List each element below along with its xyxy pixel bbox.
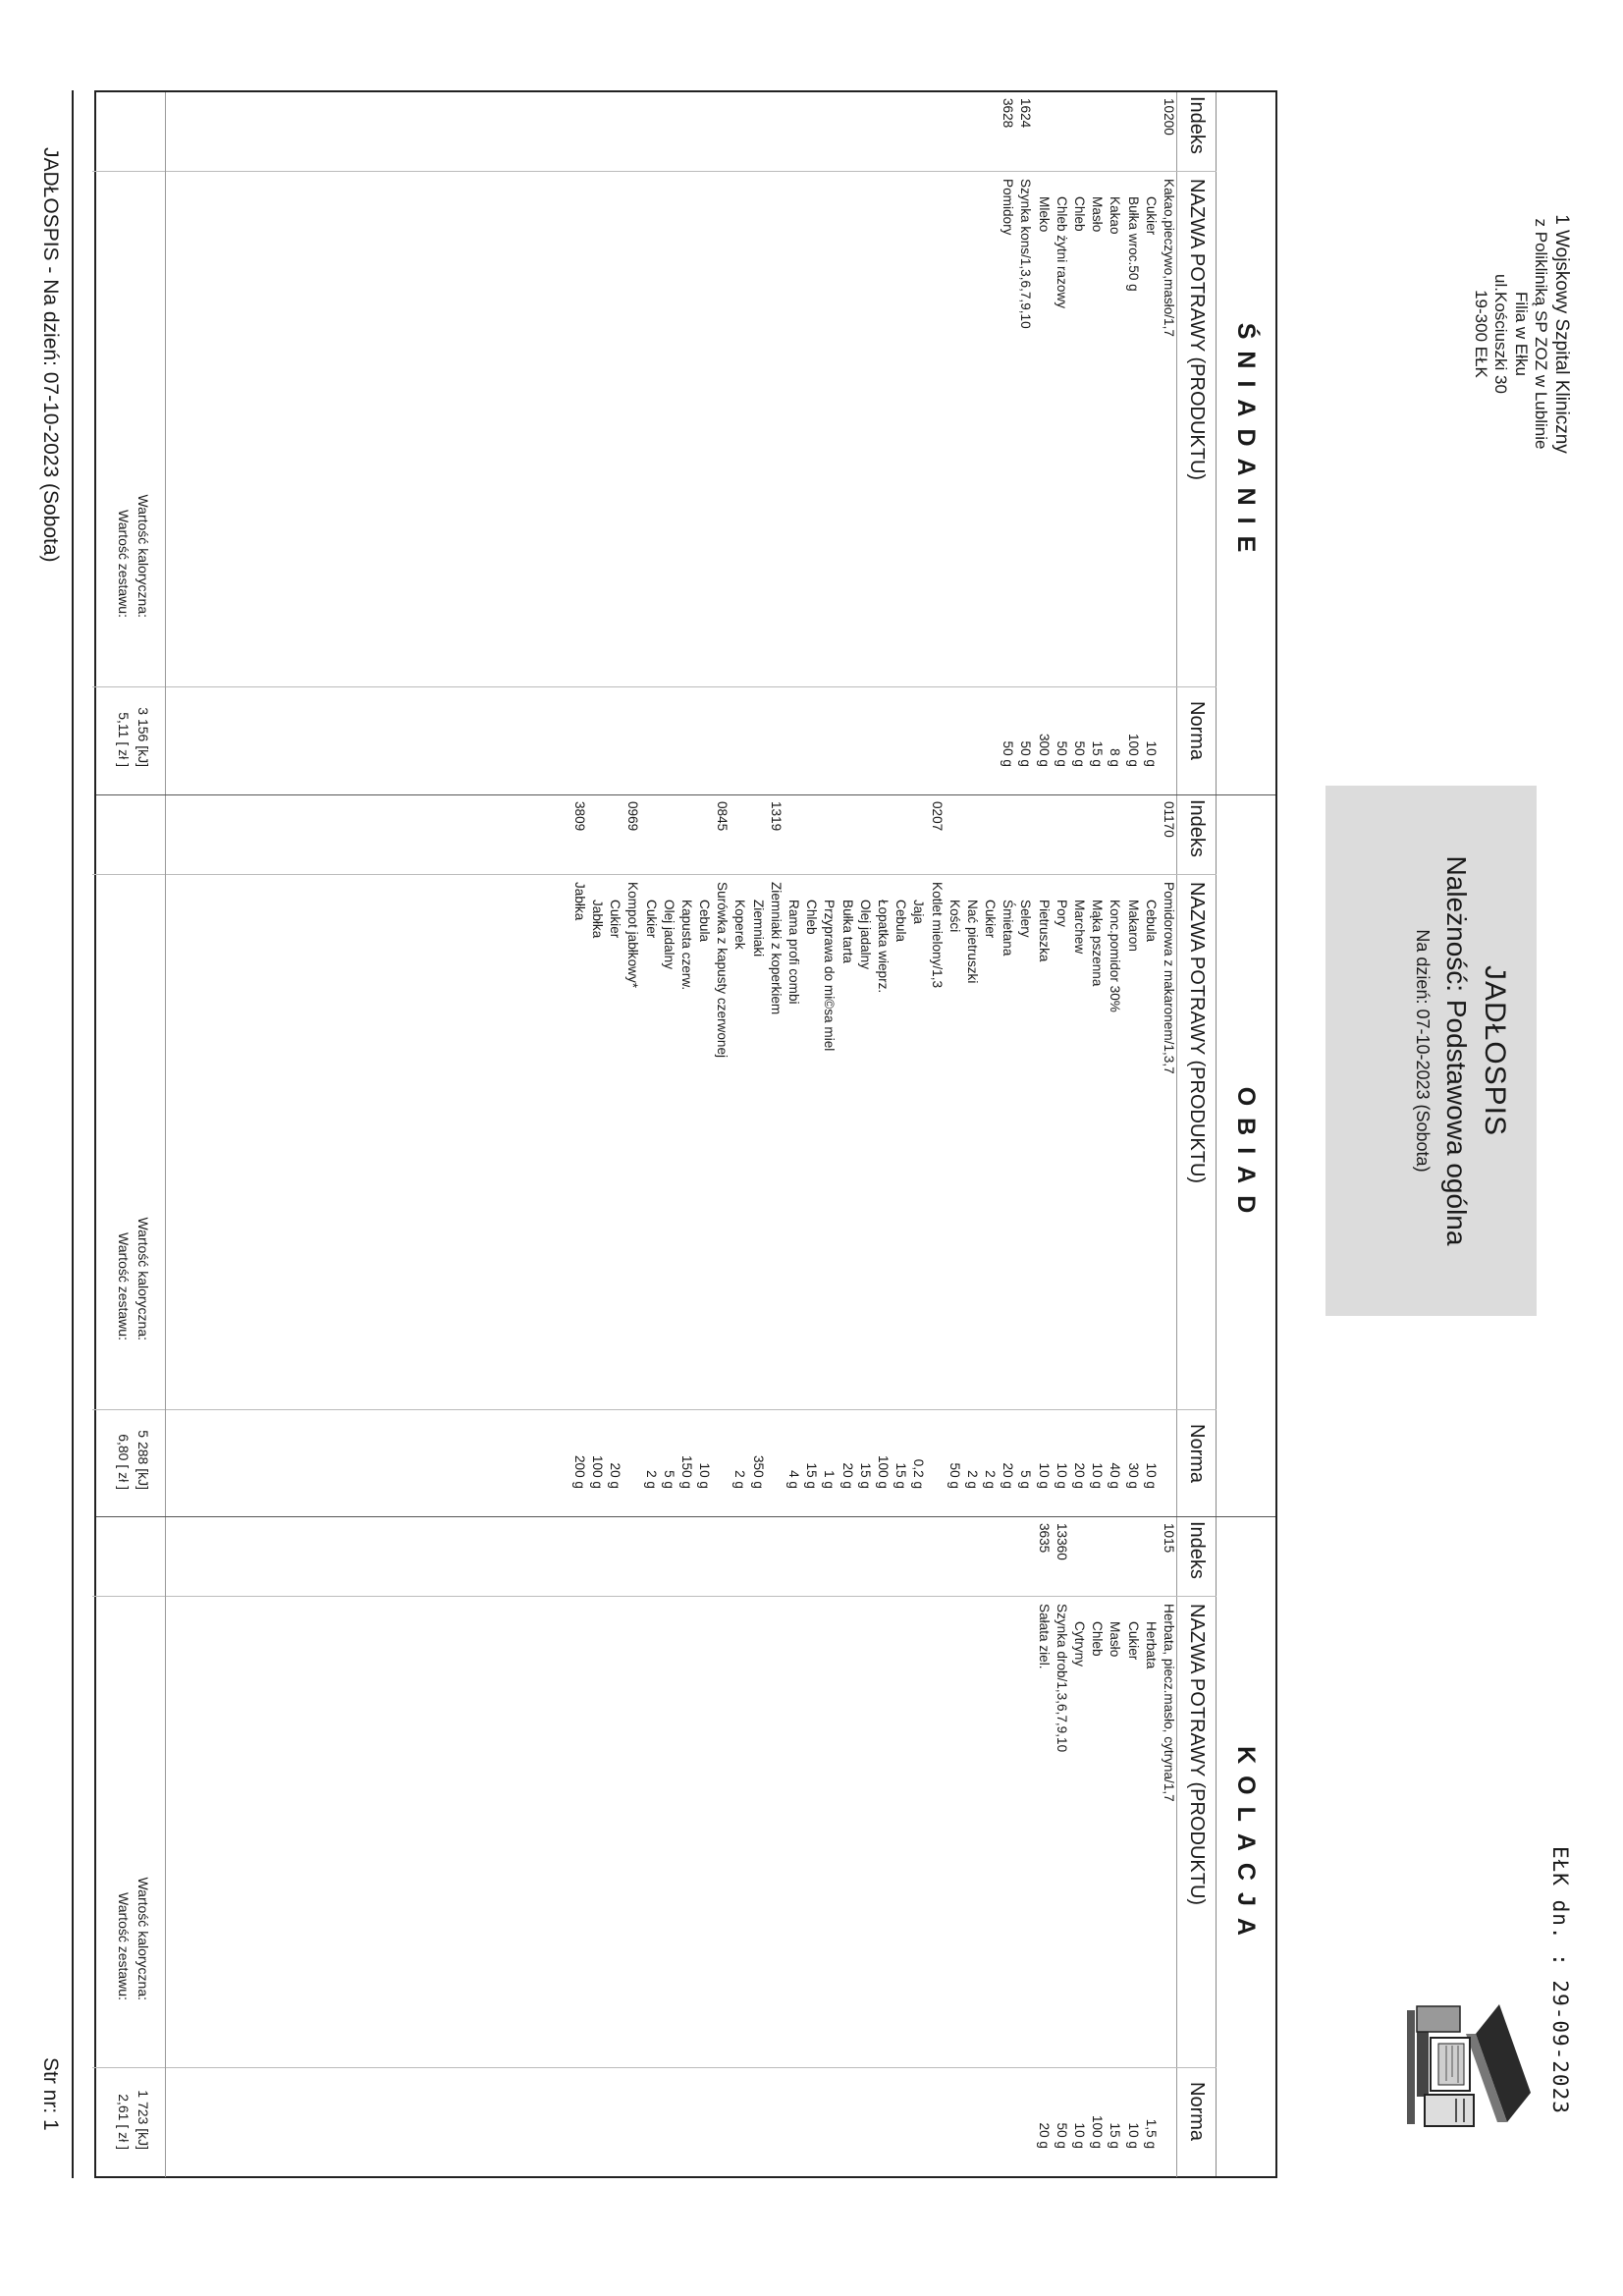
table-row bbox=[1053, 92, 1070, 794]
table-row bbox=[1160, 92, 1177, 794]
table-row bbox=[1106, 795, 1123, 1516]
cost-label: Wartość zestawu: bbox=[116, 1892, 132, 2000]
row-norm: 100 g bbox=[590, 1454, 605, 1489]
row-norm: 20 g bbox=[1072, 1462, 1088, 1489]
section-dinner bbox=[96, 1516, 1275, 2176]
table-row bbox=[1070, 1517, 1088, 2176]
cost-value: 6,80 [ zł ] bbox=[116, 1434, 132, 1490]
table-row bbox=[1123, 795, 1141, 1516]
dish-name: Szynka kons/1,3,6,7,9,10 bbox=[1018, 179, 1034, 329]
ingredient-name: Masło bbox=[1108, 1621, 1123, 1658]
row-norm: 50 g bbox=[1054, 740, 1069, 767]
calorie-label: Wartość kaloryczna: bbox=[135, 494, 151, 618]
ingredient-name: Śmietana bbox=[1001, 900, 1016, 957]
ingredient-name: Selery bbox=[1018, 900, 1034, 938]
ingredient-name: Kapusta czerw. bbox=[678, 900, 694, 991]
ingredient-name: Olej jadalny bbox=[661, 900, 676, 970]
table-row bbox=[1088, 1517, 1106, 2176]
row-norm: 1,5 g bbox=[1143, 2118, 1159, 2149]
table-row bbox=[1070, 795, 1088, 1516]
table-row bbox=[927, 795, 945, 1516]
row-norm: 50 g bbox=[1018, 740, 1034, 767]
ingredient-name: Łopatka wieprz. bbox=[876, 900, 891, 994]
row-norm: 50 g bbox=[947, 1462, 962, 1489]
row-norm: 15 g bbox=[804, 1462, 820, 1489]
table-row bbox=[730, 795, 748, 1516]
row-norm: 50 g bbox=[1072, 740, 1088, 767]
row-norm: 15 g bbox=[857, 1462, 873, 1489]
ingredient-name: Rama profi combi bbox=[786, 900, 802, 1005]
dish-name: Pomidory bbox=[1001, 179, 1016, 236]
row-norm: 1 g bbox=[822, 1470, 838, 1489]
row-norm: 10 g bbox=[1125, 2122, 1141, 2149]
ingredient-name: Nać pietruszki bbox=[964, 900, 980, 984]
ingredient-name: Mleko bbox=[1036, 196, 1052, 233]
table-row bbox=[767, 795, 784, 1516]
cost-value: 2,61 [ zł ] bbox=[116, 2094, 132, 2150]
ingredient-name: Cebula bbox=[893, 900, 909, 943]
row-norm: 100 g bbox=[876, 1454, 891, 1489]
footer-title: JADŁOSPIS - Na dzień: 07-10-2023 (Sobota) bbox=[39, 147, 62, 563]
table-row bbox=[588, 795, 606, 1516]
table-row bbox=[570, 795, 588, 1516]
row-norm: 200 g bbox=[571, 1454, 587, 1489]
row-index: 13360 bbox=[1054, 1523, 1069, 1560]
lunch-totals bbox=[114, 795, 153, 1517]
ingredient-name: Bułka wroc.50 g bbox=[1125, 196, 1141, 292]
calorie-value: 5 288 [kJ] bbox=[135, 1430, 151, 1490]
ingredient-name: Chleb bbox=[1072, 196, 1088, 232]
row-norm: 50 g bbox=[1001, 740, 1016, 767]
table-row bbox=[1123, 1517, 1141, 2176]
ingredient-name: Pory bbox=[1054, 900, 1069, 927]
ingredient-name: Mąka pszenna bbox=[1090, 900, 1106, 987]
table-row bbox=[1106, 92, 1123, 794]
ingredient-name: Przyprawa do mi©sa miel bbox=[822, 900, 838, 1052]
row-norm: 2 g bbox=[964, 1470, 980, 1489]
table-row bbox=[641, 795, 659, 1516]
dish-name: Pomidorowa z makaronem/1,3,7 bbox=[1162, 882, 1176, 1074]
table-row bbox=[784, 795, 802, 1516]
row-norm: 20 g bbox=[1036, 2122, 1052, 2149]
row-norm: 10 g bbox=[1072, 2122, 1088, 2149]
table-row bbox=[1016, 92, 1034, 794]
ingredient-name: Koperek bbox=[732, 900, 748, 950]
ingredient-name: Ziemniaki bbox=[750, 900, 766, 957]
lunch-rows bbox=[570, 795, 1177, 1516]
calorie-label: Wartość kaloryczna: bbox=[135, 1217, 151, 1340]
row-norm: 2 g bbox=[643, 1470, 659, 1489]
hospital-address bbox=[1471, 177, 1572, 491]
table-row bbox=[874, 795, 892, 1516]
table-row bbox=[606, 795, 623, 1516]
table-row bbox=[1106, 1517, 1123, 2176]
hospital-line: Filia w Ełku bbox=[1511, 292, 1531, 376]
column-header-name: NAZWA POTRAWY (PRODUKTU) bbox=[1186, 882, 1208, 1184]
hospital-line: 1 Wojskowy Szpital Kliniczny bbox=[1551, 214, 1572, 454]
table-row bbox=[677, 795, 695, 1516]
table-row bbox=[1160, 1517, 1177, 2176]
cost-label: Wartość zestawu: bbox=[116, 1232, 132, 1340]
table-row bbox=[1088, 92, 1106, 794]
ingredient-name: Cukier bbox=[983, 900, 999, 939]
table-row bbox=[1160, 795, 1177, 1516]
table-row bbox=[1016, 795, 1034, 1516]
column-header-norm: Norma bbox=[1186, 2082, 1208, 2142]
row-norm: 10 g bbox=[697, 1462, 713, 1489]
hospital-line: 19-300 EŁK bbox=[1472, 290, 1491, 378]
hospital-line: z Polikliniką SP ZOZ w Lublinie bbox=[1531, 218, 1550, 450]
dinner-totals bbox=[114, 1517, 153, 2177]
section-breakfast bbox=[96, 92, 1275, 794]
table-row bbox=[909, 795, 927, 1516]
document-subtitle: Należność: Podstawowa ogólna bbox=[1441, 855, 1472, 1246]
ingredient-name: Konc.pomidor 30% bbox=[1108, 900, 1123, 1012]
dish-name: Ziemniaki z koperkiem bbox=[768, 882, 784, 1015]
table-row bbox=[1142, 1517, 1160, 2176]
table-row bbox=[695, 795, 713, 1516]
table-row bbox=[856, 795, 874, 1516]
breakfast-totals bbox=[114, 92, 153, 794]
dish-name: Kakao,pieczywo,masło/1,7 bbox=[1162, 179, 1176, 337]
row-norm: 300 g bbox=[1036, 733, 1052, 767]
ingredient-name: Masło bbox=[1090, 196, 1106, 233]
row-norm: 20 g bbox=[608, 1462, 623, 1489]
table-row bbox=[1053, 795, 1070, 1516]
dish-name: Jabłka bbox=[571, 882, 587, 921]
footer-rule bbox=[72, 90, 74, 2178]
row-norm: 10 g bbox=[1036, 1462, 1052, 1489]
row-norm: 20 g bbox=[1001, 1462, 1016, 1489]
computer-logo-icon bbox=[1399, 1998, 1537, 2136]
row-norm: 10 g bbox=[1054, 1462, 1069, 1489]
table-row bbox=[1142, 795, 1160, 1516]
page-number: Str nr: 1 bbox=[39, 2057, 62, 2131]
dish-name: Szynka drob/1,3,6,7,9,10 bbox=[1054, 1604, 1069, 1753]
row-norm: 100 g bbox=[1125, 733, 1141, 767]
row-index: 01170 bbox=[1162, 801, 1176, 838]
dish-name: Kotlet mielony/1,3 bbox=[929, 882, 945, 989]
table-row bbox=[1088, 795, 1106, 1516]
row-index: 10200 bbox=[1162, 98, 1176, 136]
row-norm: 0,2 g bbox=[911, 1458, 927, 1489]
table-row bbox=[1035, 795, 1053, 1516]
row-norm: 15 g bbox=[1108, 2122, 1123, 2149]
section-title: KOLACJA bbox=[1216, 1517, 1275, 2176]
row-norm: 4 g bbox=[786, 1470, 802, 1489]
row-index: 0207 bbox=[929, 801, 945, 832]
document-date: Na dzień: 07-10-2023 (Sobota) bbox=[1413, 929, 1433, 1173]
calorie-value: 3 156 [kJ] bbox=[135, 707, 151, 767]
table-row bbox=[963, 795, 981, 1516]
ingredient-name: Herbata bbox=[1143, 1621, 1159, 1669]
ingredient-name: Marchew bbox=[1072, 900, 1088, 955]
dish-name: Sałata ziel. bbox=[1036, 1604, 1052, 1669]
column-header-norm: Norma bbox=[1186, 701, 1208, 761]
row-norm: 5 g bbox=[1018, 1470, 1034, 1489]
table-row bbox=[749, 795, 767, 1516]
ingredient-name: Kakao bbox=[1108, 196, 1123, 235]
table-row bbox=[1123, 92, 1141, 794]
ingredient-name: Cebula bbox=[697, 900, 713, 943]
row-norm: 10 g bbox=[1143, 1462, 1159, 1489]
table-row bbox=[1035, 1517, 1053, 2176]
row-index: 3809 bbox=[571, 801, 587, 832]
ingredient-name: Chleb bbox=[804, 900, 820, 935]
table-row bbox=[1035, 92, 1053, 794]
table-row bbox=[838, 795, 855, 1516]
ingredient-name: Jabłka bbox=[590, 900, 605, 939]
row-index: 1015 bbox=[1162, 1523, 1176, 1554]
table-row bbox=[1142, 92, 1160, 794]
row-index: 0969 bbox=[625, 801, 641, 832]
ingredient-name: Chleb bbox=[1090, 1621, 1106, 1657]
ingredient-name: Cukier bbox=[1143, 196, 1159, 236]
table-row bbox=[713, 795, 730, 1516]
section-lunch bbox=[96, 794, 1275, 1516]
table-row bbox=[820, 795, 838, 1516]
row-norm: 40 g bbox=[1108, 1462, 1123, 1489]
row-index: 1624 bbox=[1018, 98, 1034, 129]
title-box bbox=[1325, 786, 1537, 1316]
ingredient-name: Jaja bbox=[911, 900, 927, 924]
row-norm: 20 g bbox=[839, 1462, 855, 1489]
table-row bbox=[660, 795, 677, 1516]
ingredient-name: Cukier bbox=[643, 900, 659, 939]
ingredient-name: Cukier bbox=[1125, 1621, 1141, 1661]
row-norm: 150 g bbox=[678, 1454, 694, 1489]
row-norm: 10 g bbox=[1143, 740, 1159, 767]
cost-value: 5,11 [ zł ] bbox=[116, 712, 132, 767]
column-header-norm: Norma bbox=[1186, 1424, 1208, 1484]
table-row bbox=[623, 795, 641, 1516]
column-header-index: Indeks bbox=[1186, 1521, 1208, 1579]
row-norm: 2 g bbox=[732, 1470, 748, 1489]
column-header-index: Indeks bbox=[1186, 96, 1208, 154]
row-norm: 10 g bbox=[1090, 1462, 1106, 1489]
column-header-name: NAZWA POTRAWY (PRODUKTU) bbox=[1186, 179, 1208, 481]
row-norm: 30 g bbox=[1125, 1462, 1141, 1489]
breakfast-rows bbox=[999, 92, 1177, 794]
row-norm: 15 g bbox=[893, 1462, 909, 1489]
table-row bbox=[946, 795, 963, 1516]
calorie-value: 1 723 [kJ] bbox=[135, 2090, 151, 2150]
dish-name: Surówka z kapusty czerwonej bbox=[715, 882, 730, 1059]
section-title: OBIAD bbox=[1216, 795, 1275, 1516]
ingredient-name: Cytryny bbox=[1072, 1621, 1088, 1667]
ingredient-name: Chleb żytni razowy bbox=[1054, 196, 1069, 309]
section-title: ŚNIADANIE bbox=[1216, 92, 1275, 794]
table-row bbox=[999, 92, 1016, 794]
table-row bbox=[1053, 1517, 1070, 2176]
ingredient-name: Kości bbox=[947, 900, 962, 933]
dinner-rows bbox=[1035, 1517, 1178, 2176]
document-title: JADŁOSPIS bbox=[1479, 964, 1511, 1137]
table-row bbox=[999, 795, 1016, 1516]
row-index: 3635 bbox=[1036, 1523, 1052, 1554]
row-index: 3628 bbox=[1001, 98, 1016, 129]
calorie-label: Wartość kaloryczna: bbox=[135, 1877, 151, 2000]
ingredient-name: Olej jadalny bbox=[857, 900, 873, 970]
column-header-name: NAZWA POTRAWY (PRODUKTU) bbox=[1186, 1604, 1208, 1906]
dish-name: Herbata, piecz.masło, cytryna/1,7 bbox=[1162, 1604, 1176, 1802]
hospital-line: ul.Kościuszki 30 bbox=[1491, 274, 1511, 394]
row-norm: 350 g bbox=[750, 1454, 766, 1489]
row-norm: 50 g bbox=[1054, 2122, 1069, 2149]
row-index: 0845 bbox=[715, 801, 730, 832]
row-norm: 8 g bbox=[1108, 748, 1123, 767]
table-row bbox=[1070, 92, 1088, 794]
row-index: 1319 bbox=[768, 801, 784, 832]
dish-name: Kompot jabłkowy* bbox=[625, 882, 641, 989]
ingredient-name: Makaron bbox=[1125, 900, 1141, 952]
ingredient-name: Bułka tarta bbox=[839, 900, 855, 963]
table-row bbox=[892, 795, 909, 1516]
table-row bbox=[981, 795, 999, 1516]
row-norm: 5 g bbox=[661, 1470, 676, 1489]
row-norm: 100 g bbox=[1090, 2114, 1106, 2149]
ingredient-name: Pietruszka bbox=[1036, 900, 1052, 962]
row-norm: 2 g bbox=[983, 1470, 999, 1489]
menu-table bbox=[94, 90, 1277, 2178]
table-row bbox=[802, 795, 820, 1516]
issue-date: EŁK dn. : 29-09-2023 bbox=[1548, 1846, 1572, 2114]
ingredient-name: Cukier bbox=[608, 900, 623, 939]
column-header-index: Indeks bbox=[1186, 799, 1208, 857]
cost-label: Wartość zestawu: bbox=[116, 510, 132, 618]
row-norm: 15 g bbox=[1090, 740, 1106, 767]
ingredient-name: Cebula bbox=[1143, 900, 1159, 943]
